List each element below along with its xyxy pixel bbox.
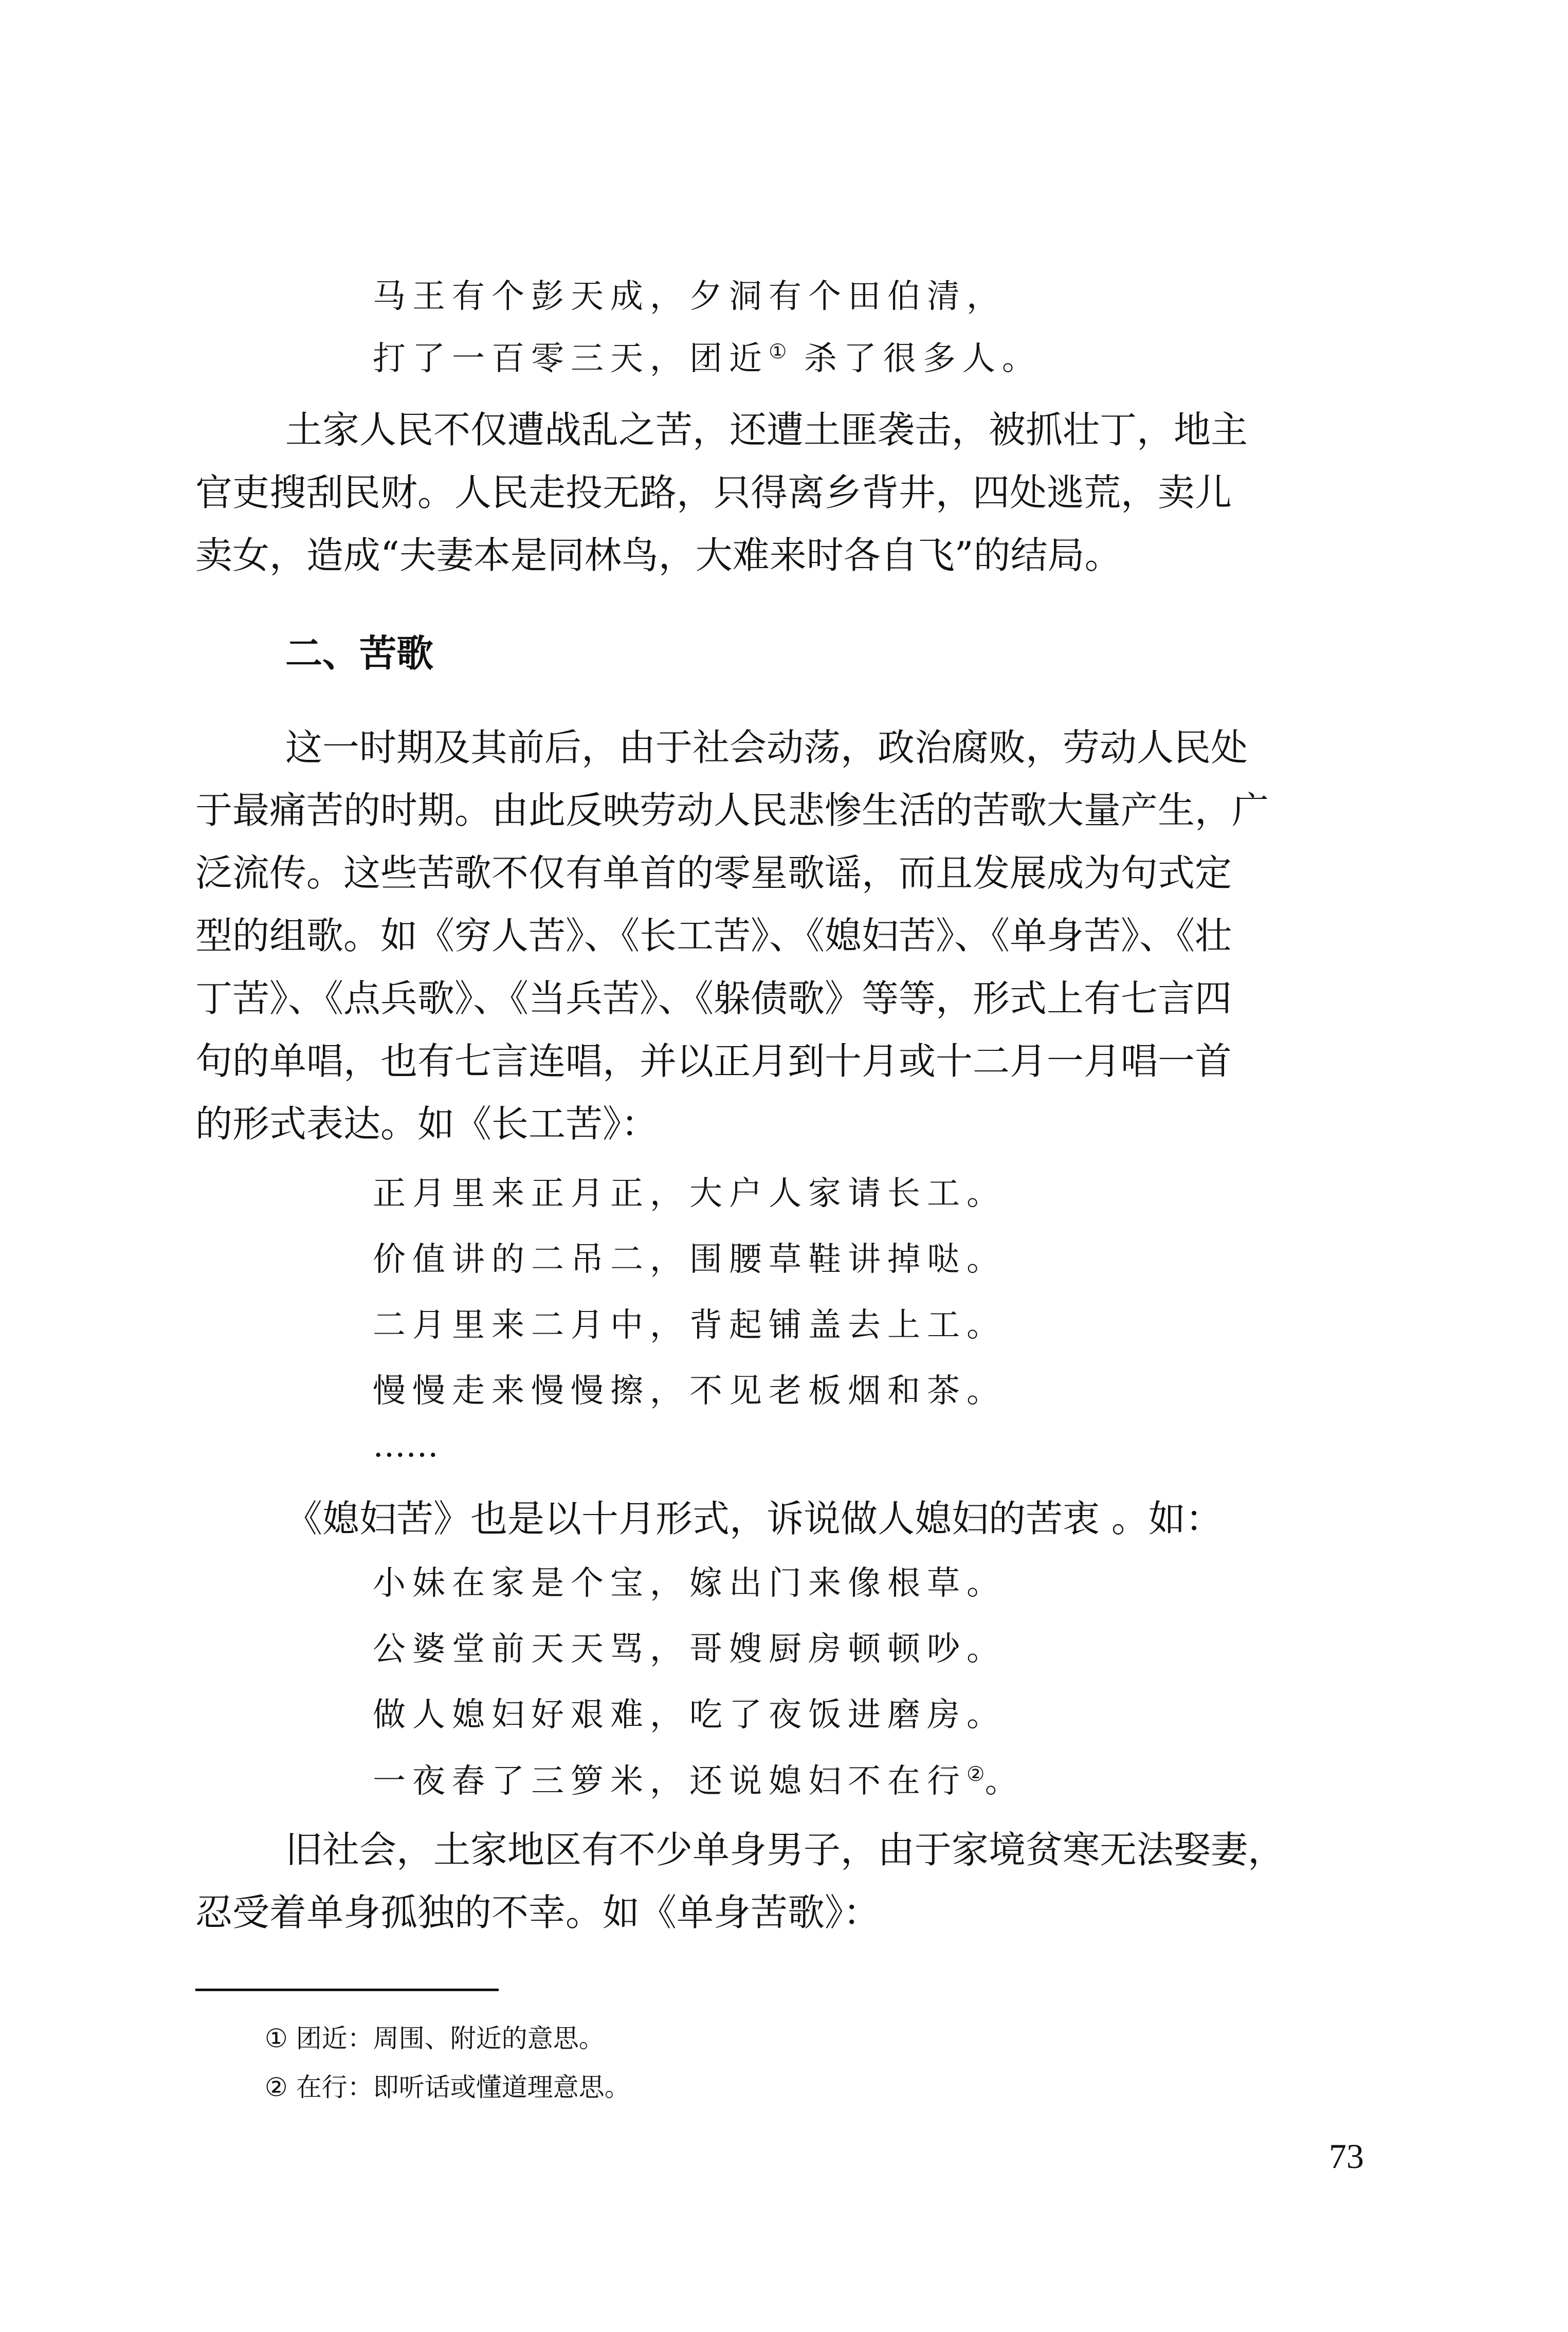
section-heading: 二、苦歌 <box>285 632 434 675</box>
footnote-rule <box>195 1989 499 1991</box>
verse-3-line-4-tail: 。 <box>984 1762 1025 1800</box>
paragraph-4-line-1: 旧社会，土家地区有不少单身男子，由于家境贫寒无法娶妻， <box>285 1828 1285 1871</box>
verse-1-line-2-text: 打了一百零三天，团近 <box>373 339 769 378</box>
verse-3-line-3: 做人媳妇好艰难，吃了夜饭进磨房。 <box>373 1696 1006 1734</box>
paragraph-2-line-5: 丁苦》、《点兵歌》、《当兵苦》、《躲债歌》等等，形式上有七言四 <box>195 977 1232 1020</box>
paragraph-4-line-2: 忍受着单身孤独的不幸。如《单身苦歌》： <box>195 1891 881 1934</box>
paragraph-1-line-1: 土家人民不仅遭战乱之苦，还遭土匪袭击，被抓壮丁，地主 <box>285 408 1248 451</box>
paragraph-2-line-4: 型的组歌。如《穷人苦》、《长工苦》、《媳妇苦》、《单身苦》、《壮 <box>195 914 1232 957</box>
paragraph-2-line-7: 的形式表达。如《长工苦》： <box>195 1102 659 1145</box>
footnote-marker-1[interactable]: ① <box>769 340 787 363</box>
footnote-2: ② 在行：即听话或懂道理意思。 <box>265 2072 630 2102</box>
paragraph-2-line-1: 这一时期及其前后，由于社会动荡，政治腐败，劳动人民处 <box>285 726 1248 769</box>
page-number: 73 <box>1329 2137 1364 2176</box>
verse-3-line-1: 小妹在家是个宝，嫁出门来像根草。 <box>373 1564 1006 1602</box>
verse-2-line-3: 二月里来二月中，背起铺盖去上工。 <box>373 1306 1006 1344</box>
footnote-1: ① 团近：周围、附近的意思。 <box>265 2024 605 2053</box>
paragraph-1-line-2: 官吏搜刮民财。人民走投无路，只得离乡背井，四处逃荒，卖儿 <box>195 471 1232 514</box>
paragraph-2-line-2: 于最痛苦的时期。由此反映劳动人民悲惨生活的苦歌大量产生，广 <box>195 789 1269 832</box>
verse-1-line-1: 马王有个彭天成，夕洞有个田伯清， <box>373 278 1006 316</box>
verse-3-line-2: 公婆堂前天天骂，哥嫂厨房顿顿吵。 <box>373 1630 1006 1668</box>
paragraph-3: 《媳妇苦》也是以十月形式，诉说做人媳妇的苦衷 。如： <box>285 1497 1223 1540</box>
verse-2-line-4: 慢慢走来慢慢擦，不见老板烟和茶。 <box>373 1372 1006 1410</box>
verse-2-line-1: 正月里来正月正，大户人家请长工。 <box>373 1175 1006 1213</box>
footnote-marker-2[interactable]: ② <box>967 1762 985 1786</box>
paragraph-2-line-3: 泛流传。这些苦歌不仅有单首的零星歌谣，而且发展成为句式定 <box>195 851 1232 895</box>
verse-1-line-2-tail: 杀了很多人。 <box>787 339 1042 378</box>
verse-3-line-4-text: 一夜舂了三箩米，还说媳妇不在行 <box>373 1762 967 1800</box>
paragraph-2-line-6: 句的单唱，也有七言连唱，并以正月到十月或十二月一月唱一首 <box>195 1040 1232 1083</box>
paragraph-1-line-3: 卖女，造成“夫妻本是同林鸟，大难来时各自飞”的结局。 <box>195 534 1122 577</box>
verse-3-line-4 <box>373 1764 1025 1798</box>
verse-2-ellipsis: …… <box>373 1427 439 1465</box>
verse-2-line-2: 价值讲的二吊二，围腰草鞋讲掉哒。 <box>373 1241 1006 1279</box>
verse-1-line-2 <box>373 339 1042 378</box>
